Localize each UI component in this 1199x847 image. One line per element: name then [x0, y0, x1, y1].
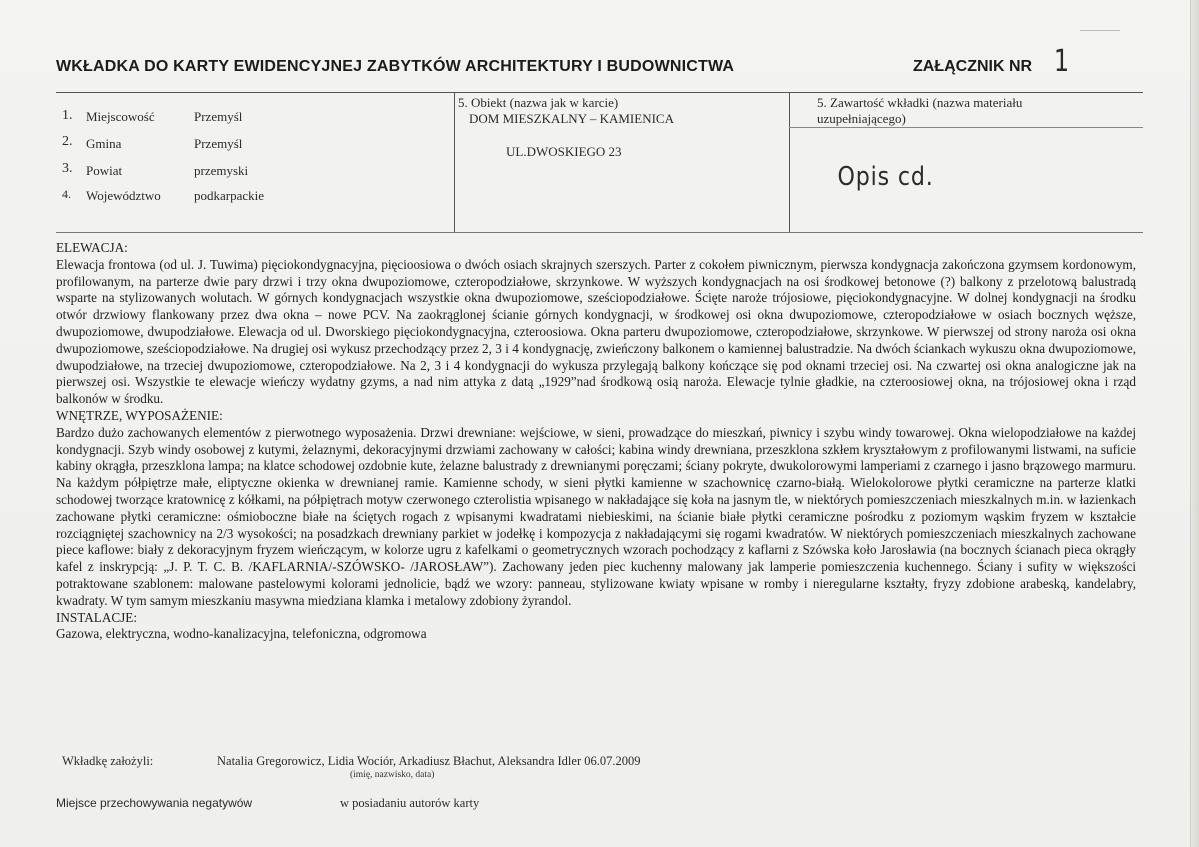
installations-text: Gazowa, elektryczna, wodno-kanalizacyjna, telefoniczna, odgromowa	[56, 626, 427, 642]
content-label-underline	[789, 127, 1143, 128]
form-divider-2	[789, 92, 790, 232]
annex-number: 1	[1053, 44, 1070, 79]
form-divider-1	[454, 92, 455, 232]
elevation-heading: ELEWACJA:	[56, 240, 128, 255]
negatives-label: Miejsce przechowywania negatywów	[56, 796, 253, 810]
location-value-4: podkarpackie	[194, 188, 265, 203]
installations-heading: INSTALACJE:	[56, 609, 137, 625]
location-value-1: Przemyśl	[194, 109, 243, 124]
location-label-2: Gmina	[86, 136, 122, 151]
authors-label: Wkładkę założyli:	[62, 754, 154, 768]
form-top-border	[56, 92, 1143, 93]
authors-value: Natalia Gregorowicz, Lidia Wociór, Arkadiusz Błachut, Aleksandra Idler 06.07.2009	[217, 754, 641, 768]
location-value-3: przemyski	[194, 163, 249, 178]
location-label-4: Województwo	[86, 188, 161, 203]
negatives-value: w posiadaniu autorów karty	[340, 796, 480, 810]
interior-heading: WNĘTRZE, WYPOSAŻENIE:	[56, 407, 223, 423]
location-label-3: Powiat	[86, 163, 123, 178]
document-title: WKŁADKA DO KARTY EWIDENCYJNEJ ZABYTKÓW ARCHITEKTURY I BUDOWNICTWA	[56, 58, 735, 75]
interior-text: Bardzo dużo zachowanych elementów z pierwotnego wyposażenia. Drzwi drewniane: wejściowe, w sieni, prowadzące do mieszkań, piwnicy i szybu windy towarowej. Okna wielopodziałowe na każdej kondygnacji. Szyb windy osobowej z kutymi, żelaznymi, dekoracyjnymi drzwiami zachowany w całości; kabina windy drewniana, przeszklona szkłem kryształowym z profilowanymi listwami, na suficie kabiny okrągła, przeszklona lampa; na klatce schodowej ozdobnie kute, żelazne balustrady z drewnianymi poręczami; ściany pokryte, dwukolorowymi lamperiami z czarnego i jasno brązowego marmuru. Na każdym półpiętrze małe, eliptyczne okienka w drewnianej ramie. Kamienne schody, w sieni płytki kamienne w szachownicę czarno-białą. Wielokolorowe płytki ceramiczne na parterze klatki schodowej tworzące kratownicę z kółkami, na półpiętrach motyw czerwonego czterolistia wpisanego w nakładające się koła na jasnym tle, w niektórych pomieszczeniach mieszkalnych m.in. w łazienkach zachowane płytki ceramiczne: ośmioboczne białe na ściętych rogach z wpisanymi kwadratami niebieskimi, na ścianie białe płytki ceramiczne pośrodku z poziomym wąskim fryzem w kształcie rozciągniętej szachownicy na 2/3 wysokości; na posadzkach drewniany parkiet w jodełkę i kompozycja z nakładającymi się rogami kwadratów. W niektórych pomieszczeniach mieszkalnych zachowane piece kaflowe: biały z dekoracyjnym fryzem wieńczącym, w kolorze ugru z kafelkami o geometrycznych wzorach pochodzący z kaflarni z Szówska koło Jarosławia (na bocznych ścianach pieca okrągły kafel z inskrypcją: „J. P. T. C. B. /KAFLARNIA/-SZÓWSKO- /JAROSŁAW”). Zachowany jeden piec kuchenny malowany jak lamperie pomieszczenia kuchennego. Ściany i sufity w większości potraktowane szablonem: malowane pastelowymi kolorami jednolicie, bądź we wzory: panneau, stylizowane kwiaty wpisane w romby i nieregularne kształty, fryzy zdobione arabeską, kandelabry, kwadraty. W tym samym mieszkaniu masywna miedziana klamka i metalowy zdobiony żyrandol.	[56, 424, 1136, 608]
elevation-text: Elewacja frontowa (od ul. J. Tuwima) pięciokondygnacyjna, pięcioosiowa o dwóch osiach skrajnych szerszych. Parter z cokołem piwnicznym, pierwsza kondygnacja zakończona gzymsem kordonowym, profilowanym, na parterze dwie pary drzwi i trzy okna dwupoziomowe, czteropodziałowe, skrzynkowe. W wyższych kondygnacjach na osi środkowej betonowe (?) balkony z przelotową balustradą wsparte na stylizowanych wolutach. W górnych kondygnacjach wszystkie okna dwupoziomowe, sześciopodziałowe. Ścięte naroże trójosiowe, pięciokondygnacyjne. W dolnej kondygnacji na środku otwór drzwiowy flankowany przez dwa okna – nowe PCV. Na zaokrąglonej ścianie górnych kondygnacji, w środkowej osi okna dwupoziomowe, czteropodziałowe w osiach bocznych węższe, dwupoziomowe, dwupodziałowe. Elewacja od ul. Dworskiego pięciokondygnacyjna, czteroosiowa. Okna parteru dwupoziomowe, czteropodziałowe, skrzynkowe. W pierwszej od strony naroża osi okna dwupoziomowe, sześciopodziałowe. Na drugiej osi wykusz przechodzący przez 2, 3 i 4 kondygnację, zwieńczony balkonem o kamiennej balustradzie. Na dwóch ściankach wykuszu okna dwupoziomowe, dwupodziałowe, na trzeciej dwupoziomowe, czteropodziałowe. Na 2, 3 i 4 kondygnacji do wykusza przylegają balkony kończące się pod oknami trzeciej osi. Na czwartej osi okna analogiczne jak na pierwszej osi. Wszystkie te elewacje wieńczy wydatny gzyms, a nad nim attyka z datą „1929”nad środkową osią naroża. Elewacje tylnie gładkie, na czteroosiowej okna, na trójosiowej okna i rząd balkonów w środku.	[56, 256, 1136, 407]
object-name: DOM MIESZKALNY – KAMIENICA	[469, 111, 674, 126]
description-body	[56, 240, 1136, 643]
location-label-1: Miejscowość	[86, 109, 155, 124]
location-number-4: 4.	[62, 187, 71, 201]
page-edge	[1190, 0, 1199, 847]
location-number-2: 2.	[62, 134, 73, 149]
authors-hint: (imię, nazwisko, data)	[350, 770, 435, 780]
annex-label: ZAŁĄCZNIK NR	[913, 58, 1033, 75]
handwritten-note: Opis cd.	[837, 162, 934, 192]
location-number-1: 1.	[62, 108, 73, 123]
content-label-line1: 5. Zawartość wkładki (nazwa materiału	[817, 95, 1023, 110]
pencil-mark	[1080, 30, 1120, 31]
location-number-3: 3.	[62, 161, 73, 176]
form-bottom-border	[56, 232, 1143, 233]
location-value-2: Przemyśl	[194, 136, 243, 151]
object-label: 5. Obiekt (nazwa jak w karcie)	[458, 95, 619, 110]
content-label-line2: uzupełniającego)	[817, 111, 906, 126]
object-address: UL.DWOSKIEGO 23	[506, 144, 622, 159]
